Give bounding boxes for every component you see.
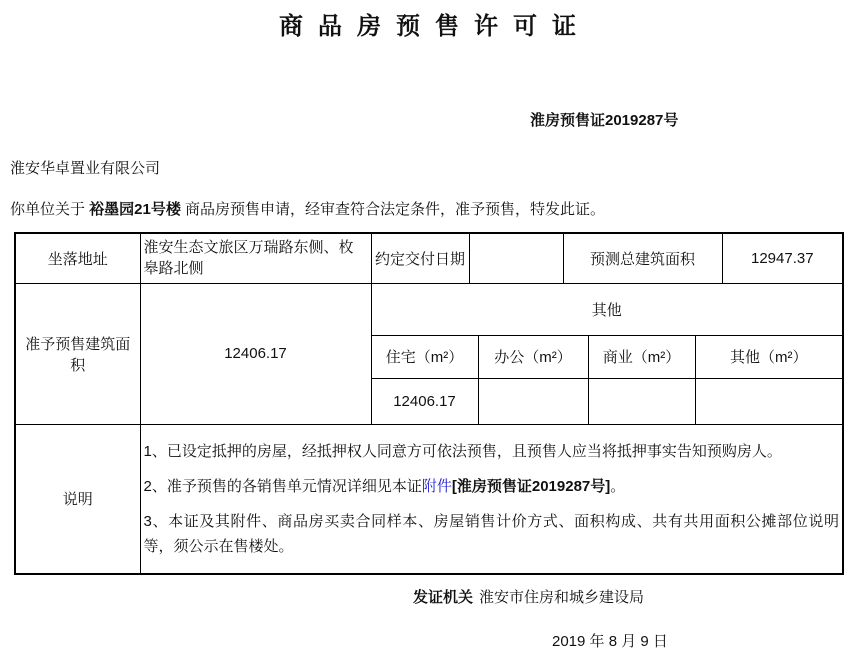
delivery-date-label: 约定交付日期 [371, 233, 469, 283]
area-value-commercial [588, 378, 695, 424]
table-row [15, 233, 843, 283]
note-item-1: 1、已设定抵押的房屋，经抵押权人同意方可依法预售，且预售人应当将抵押事实告知预购房人。 [143, 442, 782, 460]
issuer-label: 发证机关 [413, 589, 474, 606]
issuer-line [413, 588, 855, 607]
area-col-other: 其他（m²） [695, 335, 843, 378]
area-value-residential: 12406.17 [371, 378, 478, 424]
notes-label: 说明 [15, 424, 140, 574]
attachment-link[interactable]: 附件 [421, 477, 452, 495]
area-col-residential: 住宅（m²） [371, 335, 478, 378]
area-col-commercial: 商业（m²） [588, 335, 695, 378]
area-col-office: 办公（m²） [478, 335, 588, 378]
note-item-2-license-ref: [淮房预售证2019287号] [451, 477, 611, 495]
note-item-2-prefix: 2、准予预售的各销售单元情况详细见本证 [143, 477, 422, 495]
table-row [15, 283, 843, 335]
issuer-value: 淮安市住房和城乡建设局 [479, 589, 645, 606]
issue-date: 2019 年 8 月 9 日 [552, 633, 668, 650]
other-section-header: 其他 [371, 283, 843, 335]
note-item-3: 3、本证及其附件、商品房买卖合同样本、房屋销售计价方式、面积构成、共有共用面积公摊部位说明等，须公示在售楼处。 [143, 512, 840, 555]
area-value-other [695, 378, 843, 424]
project-name: 裕墨园21号楼 [89, 201, 181, 218]
site-address-label: 坐落地址 [15, 233, 140, 283]
forecast-total-area-label: 预测总建筑面积 [563, 233, 722, 283]
license-number: 淮房预售证2019287号 [530, 112, 679, 129]
approved-presale-area-label: 准予预售建筑面积 [15, 283, 140, 424]
note-item-2-suffix: 。 [610, 477, 626, 495]
delivery-date-value [469, 233, 563, 283]
table-row [15, 424, 843, 574]
permit-table [14, 232, 844, 575]
intro-sentence [10, 200, 855, 219]
approved-presale-area-value: 12406.17 [140, 283, 371, 424]
intro-suffix: 商品房预售申请，经审查符合法定条件，准予预售，特发此证。 [180, 201, 606, 218]
intro-prefix: 你单位关于 [10, 201, 90, 218]
site-address-value: 淮安生态文旅区万瑞路东侧、枚皋路北侧 [140, 233, 371, 283]
area-value-office [478, 378, 588, 424]
forecast-total-area-value: 12947.37 [722, 233, 843, 283]
company-name: 淮安华卓置业有限公司 [10, 160, 161, 177]
notes-content [140, 424, 843, 574]
note-item-2 [144, 474, 840, 499]
page-title: 商品房预售许可证 [279, 13, 591, 40]
